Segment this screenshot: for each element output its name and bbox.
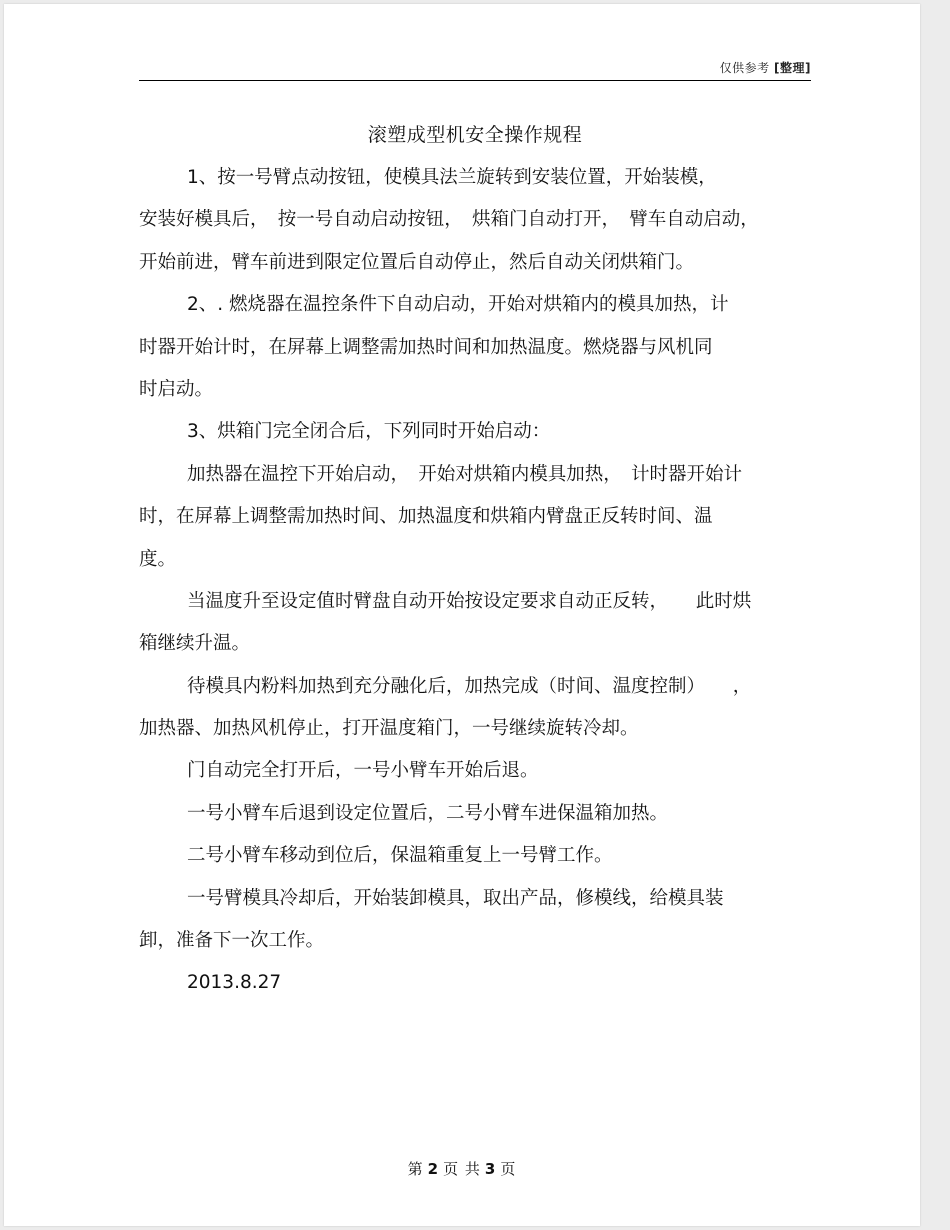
header-label: 仅供参考 <box>719 61 770 75</box>
body-line: 箱继续升温。 <box>139 633 251 655</box>
document-body <box>139 157 811 1005</box>
footer-total-pages: 3 <box>484 1160 497 1178</box>
body-line: 安装好模具后， 按一号自动启动按钮， 烘箱门自动打开， 臂车自动启动， <box>139 209 759 231</box>
page-header <box>139 56 811 81</box>
body-line: 时启动。 <box>139 378 214 400</box>
document-date: 2013.8.27 <box>187 972 282 994</box>
footer-middle: 页 共 <box>443 1160 481 1178</box>
header-bracket: [整理] <box>774 61 811 75</box>
body-line: 待模具内粉料加热到充分融化后，加热完成（时间、温度控制） ， <box>187 675 752 697</box>
header-note <box>720 59 811 76</box>
body-line: 时，在屏幕上调整需加热时间、加热温度和烘箱内臂盘正反转时间、温 <box>139 506 713 528</box>
body-line: 卸，准备下一次工作。 <box>139 930 325 952</box>
body-line: 开始前进，臂车前进到限定位置后自动停止，然后自动关闭烘箱门。 <box>139 251 695 273</box>
body-line: 当温度升至设定值时臂盘自动开始按设定要求自动正反转， 此时烘 <box>187 590 752 612</box>
footer-page-number: 2 <box>427 1160 440 1178</box>
body-line: 一号小臂车后退到设定位置后，二号小臂车进保温箱加热。 <box>187 802 669 824</box>
document-page <box>4 4 920 1226</box>
body-line: 3、烘箱门完全闭合后，下列同时开始启动： <box>187 421 551 443</box>
footer-suffix: 页 <box>500 1160 517 1178</box>
body-line: 2、. 燃烧器在温控条件下自动启动，开始对烘箱内的模具加热，计 <box>187 294 729 316</box>
document-title: 滚塑成型机安全操作规程 <box>367 124 583 146</box>
body-line: 1、按一号臂点动按钮，使模具法兰旋转到安装位置，开始装模， <box>187 167 717 188</box>
footer-prefix: 第 <box>407 1160 424 1178</box>
body-line: 门自动完全打开后，一号小臂车开始后退。 <box>187 760 539 782</box>
body-line: 二号小臂车移动到位后，保温箱重复上一号臂工作。 <box>187 845 613 867</box>
body-line: 加热器、加热风机停止，打开温度箱门，一号继续旋转冷却。 <box>139 718 639 740</box>
body-line: 度。 <box>139 548 177 570</box>
body-line: 时器开始计时，在屏幕上调整需加热时间和加热温度。燃烧器与风机同 <box>139 336 713 358</box>
body-line: 加热器在温控下开始启动， 开始对烘箱内模具加热， 计时器开始计 <box>187 463 743 485</box>
page-footer <box>4 1158 920 1179</box>
body-line: 一号臂模具冷却后，开始装卸模具，取出产品，修模线，给模具装 <box>187 887 724 909</box>
